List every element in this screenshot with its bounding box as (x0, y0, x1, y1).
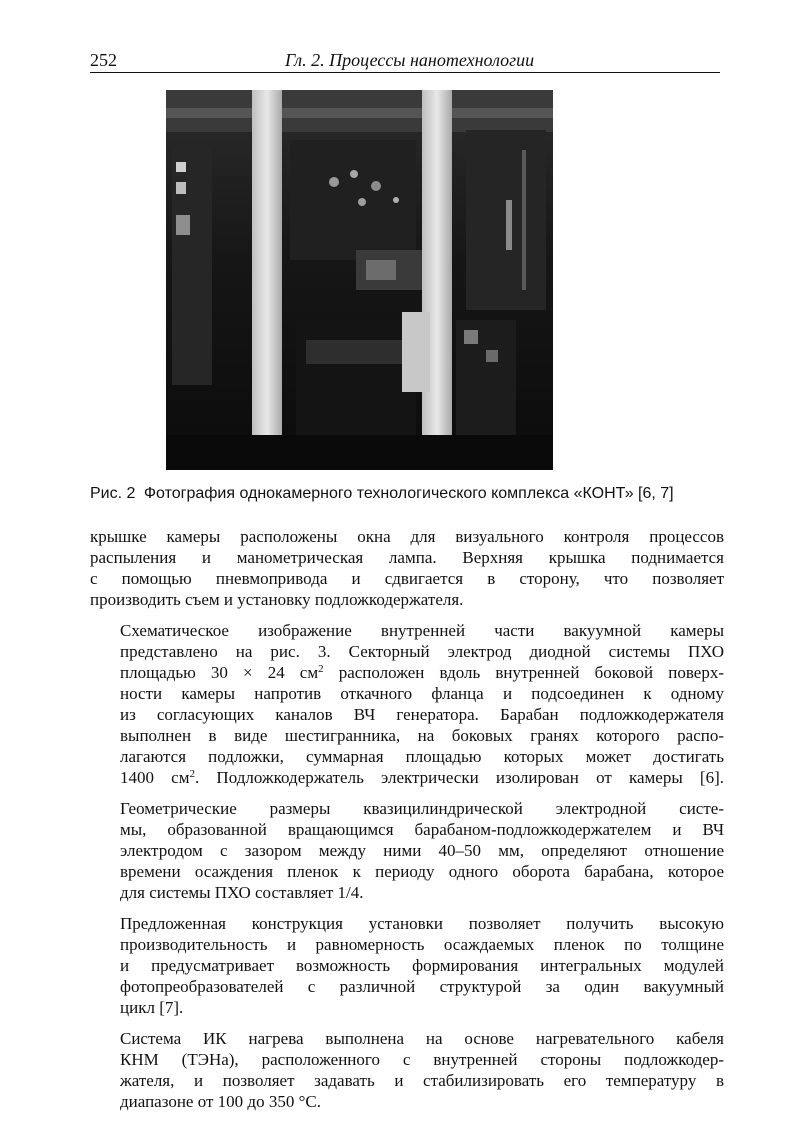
figure-label: Рис. 2 (90, 485, 136, 502)
text-line: КНМ (ТЭНа), расположенного с внутренней стороны подложкодер- (120, 1050, 724, 1069)
body-text (90, 526, 724, 1112)
chapter-title: Гл. 2. Процессы нанотехнологии (285, 50, 535, 70)
superscript: 2 (189, 768, 195, 780)
photo-illustration (166, 90, 553, 470)
text-line: ности камеры напротив откачного фланца и подсоединен к одному (120, 684, 724, 703)
text-line: представлено на рис. 3. Секторный электрод диодной системы ПХО (120, 642, 724, 661)
text-line: цикл [7]. (120, 998, 184, 1017)
paragraph-3 (90, 798, 724, 903)
text-fragment: расположен вдоль внутренней боковой поверх- (323, 663, 724, 682)
text-line: для системы ПХО составляет 1/4. (120, 883, 364, 902)
text-line: с помощью пневмопривода и сдвигается в сторону, что позволяет (90, 569, 724, 588)
text-line: электродом с зазором между ними 40–50 мм, определяют отношение (120, 841, 724, 860)
text-line: Предложенная конструкция установки позволяет получить высокую (120, 914, 724, 933)
text-line: лагаются подложки, суммарная площадью которых может достигать (120, 747, 724, 766)
text-line-with-superscript (90, 662, 724, 683)
text-fragment: . Подложкодержатель электрически изолирован от камеры [6]. (194, 768, 724, 787)
text-line: жателя, и позволяет задавать и стабилизировать его температуру в (120, 1071, 724, 1090)
paragraph-4 (90, 913, 724, 1018)
text-line: выполнен в виде шестигранника, на боковых гранях которого распо- (120, 726, 724, 745)
text-line-with-superscript (90, 767, 724, 788)
text-line: диапазоне от 100 до 350 °С. (120, 1092, 321, 1111)
text-line: Система ИК нагрева выполнена на основе нагревательного кабеля (120, 1029, 724, 1048)
running-head (90, 48, 720, 73)
paragraph-1 (90, 526, 724, 610)
paragraph-2 (90, 620, 724, 788)
caption-text: Фотография однокамерного технологического комплекса «КОНТ» [6, 7] (143, 485, 674, 502)
text-line: фотопреобразователей с различной структурой за один вакуумный (120, 977, 724, 996)
text-line: Схематическое изображение внутренней части вакуумной камеры (120, 621, 724, 640)
figure-caption (90, 483, 724, 505)
text-line: времени осаждения пленок к периоду одного оборота барабана, которое (120, 862, 724, 881)
text-line: производить съем и установку подложкодержателя. (90, 590, 464, 609)
text-line: крышке камеры расположены окна для визуального контроля процессов (90, 527, 724, 546)
text-line: мы, образованной вращающимся барабаном-подложкодержателем и ВЧ (120, 820, 724, 839)
text-fragment: 1400 см (120, 768, 190, 787)
superscript: 2 (318, 663, 324, 675)
text-line: из согласующих каналов ВЧ генератора. Барабан подложкодержателя (120, 705, 724, 724)
figure-photo (166, 90, 553, 470)
text-line: производительность и равномерность осаждаемых пленок по толщине (120, 935, 724, 954)
text-line: распыления и манометрическая лампа. Верхняя крышка поднимается (90, 548, 724, 567)
text-line: Геометрические размеры квазицилиндрической электродной систе- (120, 799, 724, 818)
page-number: 252 (90, 50, 117, 70)
paragraph-5 (90, 1028, 724, 1112)
text-line: и предусматривает возможность формирования интегральных модулей (120, 956, 724, 975)
text-fragment: площадью 30 × 24 см (120, 663, 319, 682)
